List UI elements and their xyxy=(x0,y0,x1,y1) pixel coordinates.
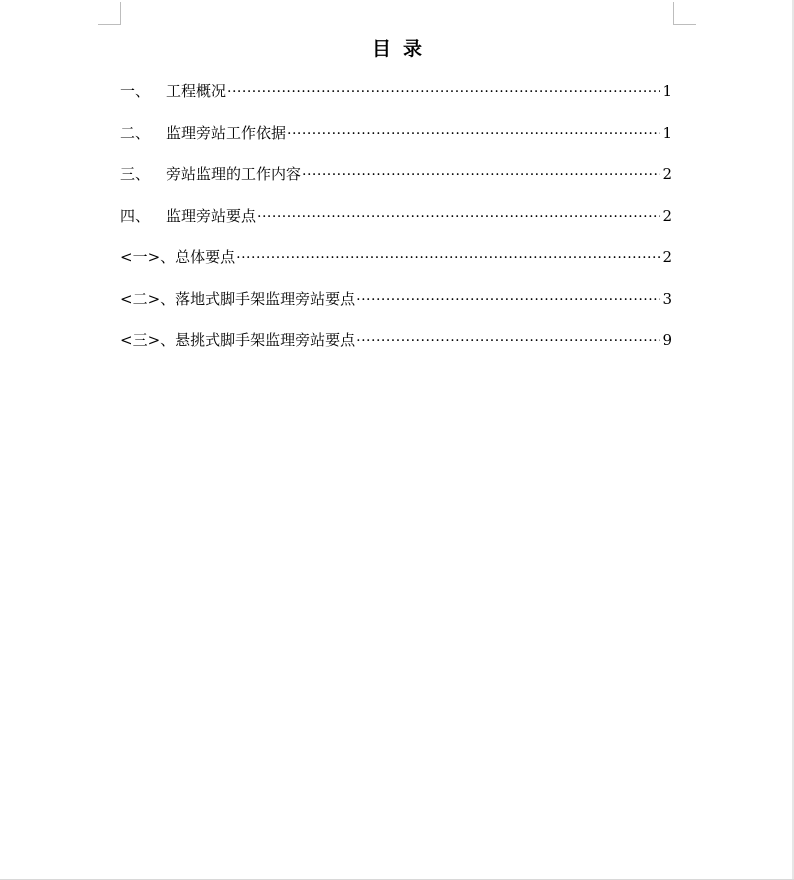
toc-entry-text: 悬挑式脚手架监理旁站要点 xyxy=(175,331,356,349)
table-of-contents xyxy=(120,76,672,367)
toc-entry-page: 2 xyxy=(662,206,672,225)
toc-entry-page: 9 xyxy=(662,331,672,349)
toc-entry-6[interactable] xyxy=(120,284,672,326)
toc-entry-number: <二>、 xyxy=(120,289,176,308)
toc-entry-5[interactable] xyxy=(120,242,672,284)
toc-dot-leader xyxy=(227,76,660,96)
toc-dot-leader xyxy=(302,159,660,179)
toc-entry-text: 监理旁站工作依据 xyxy=(166,123,287,142)
toc-entry-page: 1 xyxy=(662,82,672,100)
toc-entry-text: 监理旁站要点 xyxy=(166,206,257,225)
top-right-margin-marker xyxy=(673,2,696,25)
toc-entry-number: 三、 xyxy=(120,165,151,183)
toc-dot-leader xyxy=(356,325,660,345)
top-left-margin-marker xyxy=(98,2,121,25)
toc-dot-leader xyxy=(257,201,660,221)
toc-entry-number: 二、 xyxy=(120,123,151,142)
toc-dot-leader xyxy=(236,242,660,262)
toc-entry-text: 工程概况 xyxy=(166,82,227,100)
toc-title: 目录 xyxy=(371,38,434,60)
toc-entry-text: 总体要点 xyxy=(175,248,236,266)
toc-entry-3[interactable] xyxy=(120,159,672,201)
toc-entry-7[interactable] xyxy=(120,325,672,367)
toc-entry-2[interactable] xyxy=(120,118,672,160)
toc-entry-page: 3 xyxy=(662,289,672,308)
toc-entry-page: 1 xyxy=(662,123,672,142)
toc-entry-number: 一、 xyxy=(120,82,151,100)
toc-entry-number: <三>、 xyxy=(120,331,176,349)
toc-entry-4[interactable] xyxy=(120,201,672,243)
toc-entry-number: 四、 xyxy=(120,206,151,225)
toc-dot-leader xyxy=(287,118,660,138)
toc-entry-number: <一>、 xyxy=(120,248,176,266)
toc-entry-text: 落地式脚手架监理旁站要点 xyxy=(175,289,356,308)
toc-entry-page: 2 xyxy=(662,248,672,266)
toc-entry-text: 旁站监理的工作内容 xyxy=(166,165,302,183)
toc-dot-leader xyxy=(356,284,660,304)
toc-entry-page: 2 xyxy=(662,165,672,183)
toc-entry-1[interactable] xyxy=(120,76,672,118)
